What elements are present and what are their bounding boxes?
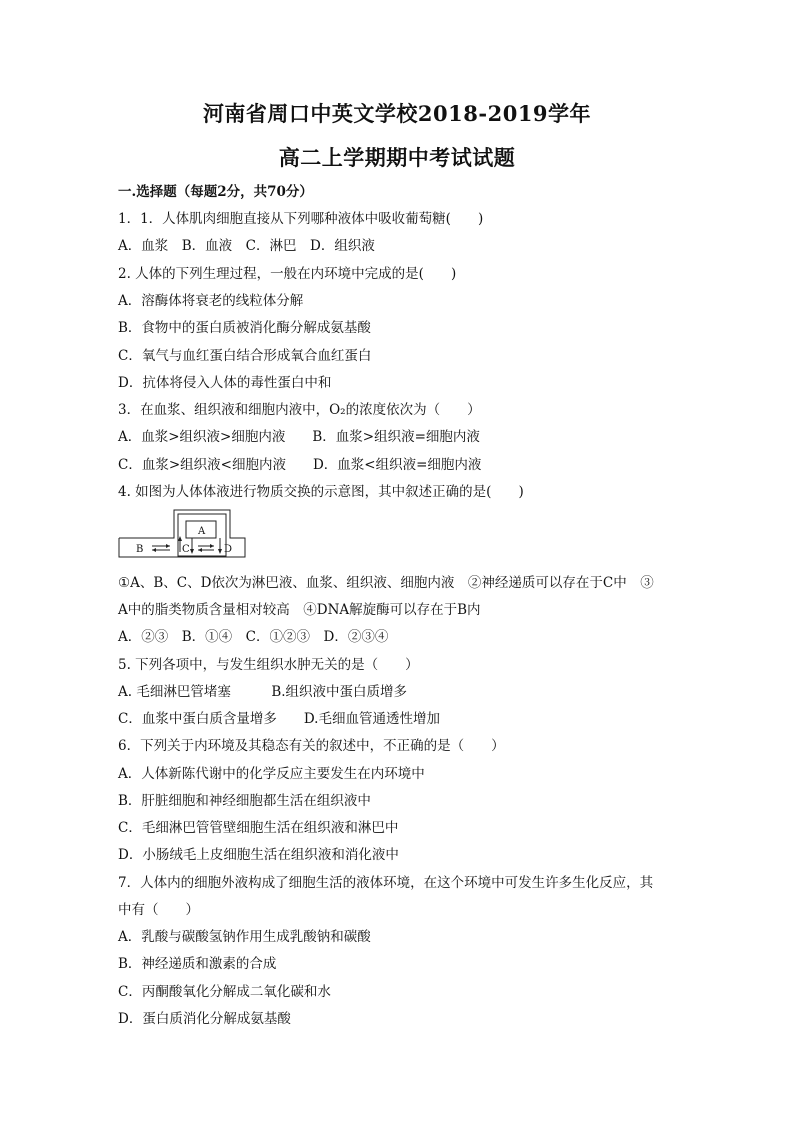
section-heading: 一.选择题（每题2分，共70分） bbox=[118, 184, 313, 200]
q3-options-cd: C．血浆>组织液<细胞内液 D．血浆<组织液=细胞内液 bbox=[118, 457, 482, 473]
q4-statements-line1: ①A、B、C、D依次为淋巴液、血浆、组织液、细胞内液 ②神经递质可以存在于C中 ③ bbox=[118, 575, 654, 591]
q6-option-b: B．肝脏细胞和神经细胞都生活在组织液中 bbox=[118, 793, 371, 809]
q4-stem: 4. 如图为人体体液进行物质交换的示意图，其中叙述正确的是( ) bbox=[118, 484, 524, 500]
q4-options: A．②③ B．①④ C．①②③ D．②③④ bbox=[118, 629, 389, 645]
q5-options-ab: A. 毛细淋巴管堵塞 B.组织液中蛋白质增多 bbox=[118, 684, 408, 700]
q6-option-c: C．毛细淋巴管管壁细胞生活在组织液和淋巴中 bbox=[118, 820, 399, 836]
document-title-line2: 高二上学期期中考试试题 bbox=[278, 145, 516, 170]
q7-option-c: C．丙酮酸氧化分解成二氧化碳和水 bbox=[118, 984, 331, 1000]
q6-option-a: A．人体新陈代谢中的化学反应主要发生在内环境中 bbox=[118, 766, 425, 782]
q2-option-b: B．食物中的蛋白质被消化酶分解成氨基酸 bbox=[118, 320, 371, 336]
diagram-label-a: A bbox=[198, 526, 206, 537]
q7-option-d: D．蛋白质消化分解成氨基酸 bbox=[118, 1011, 291, 1027]
diagram-label-c: C bbox=[182, 544, 190, 555]
q2-option-a: A．溶酶体将衰老的线粒体分解 bbox=[118, 293, 304, 309]
q2-option-d: D．抗体将侵入人体的毒性蛋白中和 bbox=[118, 375, 332, 391]
q4-body-fluid-diagram bbox=[118, 508, 248, 560]
q5-stem: 5. 下列各项中，与发生组织水肿无关的是（ ） bbox=[118, 657, 419, 673]
diagram-label-b: B bbox=[136, 544, 144, 555]
q1-stem: 1．1．人体肌肉细胞直接从下列哪种液体中吸收葡萄糖( ) bbox=[118, 211, 484, 227]
q3-options-ab: A．血浆>组织液>细胞内液 B．血浆>组织液=细胞内液 bbox=[118, 429, 480, 445]
q7-option-a: A．乳酸与碳酸氢钠作用生成乳酸钠和碳酸 bbox=[118, 929, 371, 945]
q6-stem: 6．下列关于内环境及其稳态有关的叙述中，不正确的是（ ） bbox=[118, 738, 505, 754]
document-title-line1: 河南省周口中英文学校2018-2019学年 bbox=[202, 101, 592, 126]
q4-statements-line2: A中的脂类物质含量相对较高 ④DNA解旋酶可以存在于B内 bbox=[118, 602, 481, 618]
q7-option-b: B．神经递质和激素的合成 bbox=[118, 956, 277, 972]
q6-option-d: D．小肠绒毛上皮细胞生活在组织液和消化液中 bbox=[118, 847, 399, 863]
q3-stem: 3．在血浆、组织液和细胞内液中，O₂的浓度依次为（ ） bbox=[118, 402, 481, 418]
q5-options-cd: C．血浆中蛋白质含量增多 D.毛细血管通透性增加 bbox=[118, 711, 440, 727]
q7-stem-line1: 7．人体内的细胞外液构成了细胞生活的液体环境，在这个环境中可发生许多生化反应，其 bbox=[118, 875, 654, 891]
q2-stem: 2. 人体的下列生理过程，一般在内环境中完成的是( ) bbox=[118, 266, 457, 282]
diagram-label-d: D bbox=[224, 544, 233, 555]
q1-options: A．血浆 B．血液 C．淋巴 D．组织液 bbox=[118, 238, 375, 254]
q2-option-c: C．氧气与血红蛋白结合形成氧合血红蛋白 bbox=[118, 348, 372, 364]
q7-stem-line2: 中有（ ） bbox=[118, 902, 199, 918]
